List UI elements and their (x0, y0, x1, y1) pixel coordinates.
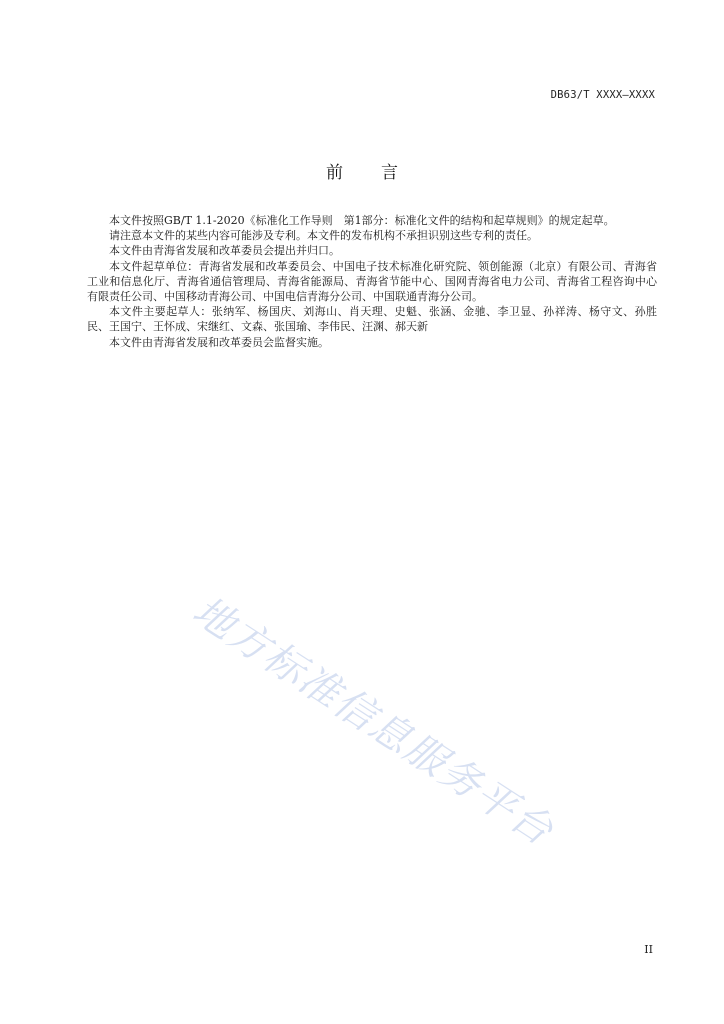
paragraph-supervision: 本文件由青海省发展和改革委员会监督实施。 (109, 335, 329, 349)
paragraph-proposer: 本文件由青海省发展和改革委员会提出并归口。 (109, 244, 340, 258)
page-title: 前言 (326, 163, 436, 183)
page-number: II (644, 943, 653, 956)
foreword-body (87, 213, 657, 350)
watermark (170, 588, 610, 868)
watermark-text: 地方标准信息服务平台 (184, 588, 562, 856)
paragraph-drafters: 本文件主要起草人：张纳军、杨国庆、刘海山、肖天理、史魁、张涵、金驰、李卫显、孙祥涛、杨守文、孙胜民、王国宁、王怀成、宋继红、文森、张国瑜、李伟民、汪渊、郝天新 (87, 305, 657, 334)
paragraph-patent-notice: 请注意本文件的某些内容可能涉及专利。本文件的发布机构不承担识别这些专利的责任。 (109, 229, 538, 243)
paragraph-drafting-basis: 本文件按照GB/T 1.1-2020《标准化工作导则 第1部分：标准化文件的结构和起草规则》的规定起草。 (109, 214, 615, 227)
paragraph-drafting-units: 本文件起草单位：青海省发展和改革委员会、中国电子技术标准化研究院、领创能源（北京）有限公司、青海省工业和信息化厅、青海省通信管理局、青海省能源局、青海省节能中心、国网青海省电力公司、青海省工程咨询中心有限责任公司、中国移动青海公司、中国电信青海分公司、中国联通青海分公司。 (87, 259, 657, 304)
document-code: DB63/T XXXX—XXXX (550, 89, 655, 101)
